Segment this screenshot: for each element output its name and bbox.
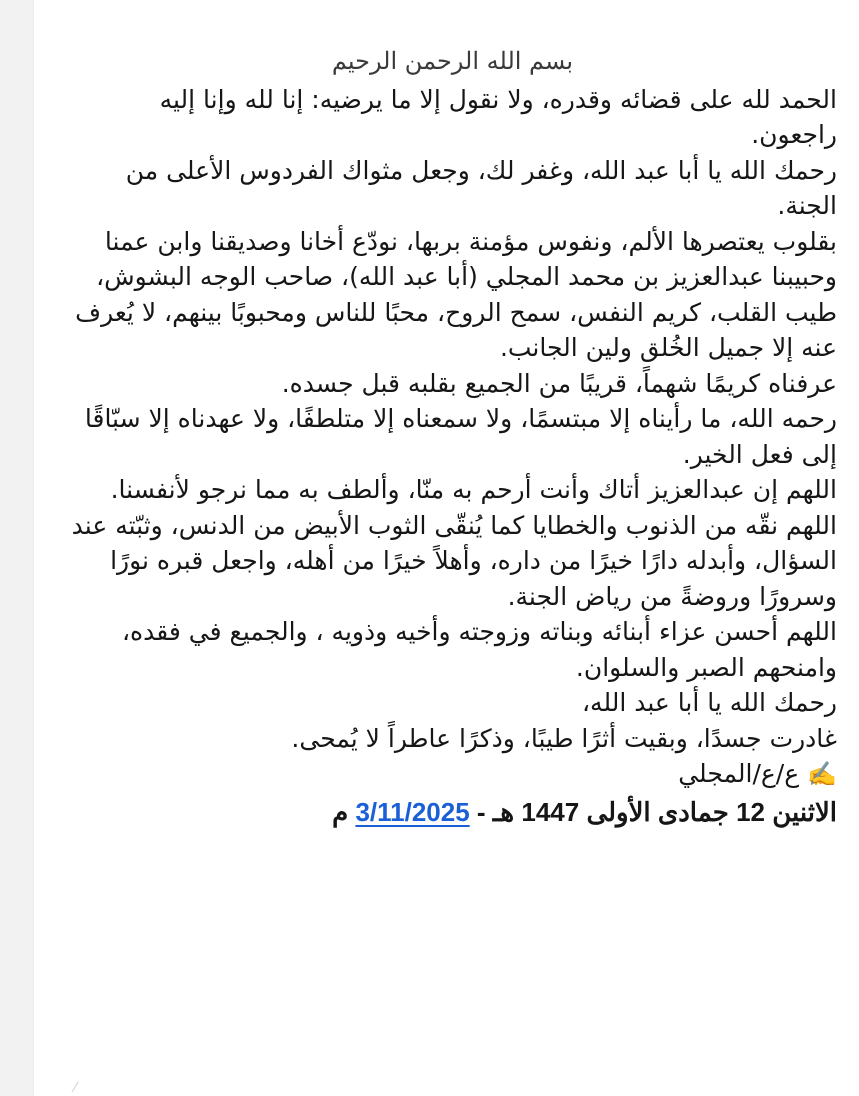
paragraph-8: اللهم أحسن عزاء أبنائه وبناته وزوجته وأخيه وذويه ، والجميع في فقده، وامنحهم الصبر والسلوان.	[121, 617, 837, 682]
paragraph-3: بقلوب يعتصرها الألم، ونفوس مؤمنة بربها، نودّع أخانا وصديقنا وابن عمنا وحبيبنا عبدالعزيز بن محمد المجلي (أبا عبد الله)، صاحب الوجه البشوش، طيب القلب، كريم النفس، سمح الروح، محبًا للناس ومحبوبًا بينهم، لا يُعرف عنه إلا جميل الخُلق ولين الجانب.	[75, 226, 837, 362]
paragraph-4: عرفناه كريمًا شهماً، قريبًا من الجميع بقلبه قبل جسده.	[281, 368, 837, 398]
date-hijri-suffix: هـ -	[476, 796, 515, 827]
gregorian-date-link[interactable]: 3/11/2025	[355, 796, 470, 827]
paragraph-9: رحمك الله يا أبا عبد الله،	[581, 688, 837, 717]
date-hijri-year: 1447	[521, 796, 580, 827]
document-page	[34, 0, 859, 1096]
paragraph-1: الحمد لله على قضائه وقدره، ولا نقول إلا ما يرضيه: إنا لله وإنا إليه راجعون.	[159, 84, 837, 149]
paragraph-5: رحمه الله، ما رأيناه إلا مبتسمًا، ولا سمعناه إلا متلطفًا، ولا عهدناه إلا سبّاقًا إلى فعل الخير.	[84, 404, 837, 469]
page-corner-mark: ⁄	[74, 1080, 77, 1096]
date-weekday: الاثنين	[772, 796, 837, 827]
date-gregorian-suffix: م	[332, 796, 349, 827]
document-body	[68, 44, 837, 830]
basmala-heading: بسم الله الرحمن الرحيم	[331, 47, 574, 75]
date-day: 12	[736, 796, 765, 827]
paragraph-10: غادرت جسدًا، وبقيت أثرًا طيبًا، وذكرًا عاطراً لا يُمحى.	[291, 723, 837, 753]
writing-hand-icon: ✍️	[807, 760, 837, 788]
signature-name: ع/ع/المجلي	[678, 759, 800, 788]
signature-line	[68, 756, 837, 793]
paragraph-6: اللهم إن عبدالعزيز أتاك وأنت أرحم به منّا، وألطف به مما نرجو لأنفسنا.	[110, 475, 837, 504]
date-month: جمادى الأولى	[586, 796, 729, 827]
paragraph-7: اللهم نقّه من الذنوب والخطايا كما يُنقّى الثوب الأبيض من الدنس، وثبّته عند السؤال، وأبدله دارًا خيرًا من داره، وأهلاً خيرًا من أهله، واجعل قبره نورًا وسرورًا وروضةً من رياض الجنة.	[71, 510, 837, 611]
paragraph-2: رحمك الله يا أبا عبد الله، وغفر لك، وجعل مثواك الفردوس الأعلى من الجنة.	[125, 155, 837, 220]
date-line	[68, 795, 837, 831]
